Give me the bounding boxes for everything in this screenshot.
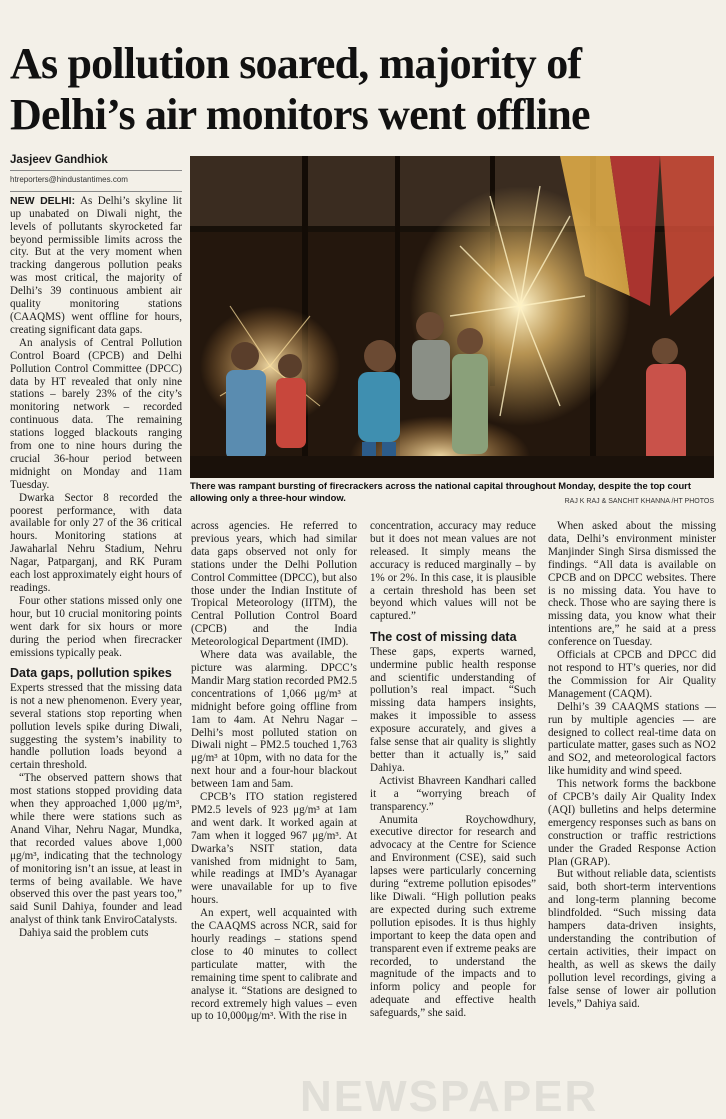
paragraph: Where data was available, the picture was alarming. DPCC’s Mandir Marg station recorded PM2.5 concentrations of 1,066 μg/m³ at midnight before going offline from 1am to 4am. At Nehru Nagar – Delhi’s most polluted station on Diwali night – PM2.5 touched 1,763 μg/m³ at 10pm, with no data for the next hour and a four-hour blackout between 1am and 5am. [191,649,357,791]
paragraph: Anumita Roychowdhury, executive director for research and advocacy at the Centre for Science and Environment (CSE), said such lapses were particularly concerning during “extreme pollution episodes” like Diwali. “High pollution peaks are expected during such extreme pollution episodes. It is thus highly important to keep the data open and transparent even if extreme peaks are recorded, to understand the magnitude of the impacts and to inform policy and people for adequate and effective health safeguards,” she said. [370,813,536,1020]
paragraph: Delhi’s 39 CAAQMS stations — run by multiple agencies — are designed to collect real-time data on particulate matter, gases such as NO2 and SO2, and meteorological factors like humidity and wind speed. [548,700,716,778]
paragraph: This network forms the backbone of CPCB’s daily Air Quality Index (AQI) bulletins and helps determine emergency responses such as bans on construction or traffic restrictions under the Graded Response Action Plan (GRAP). [548,778,716,868]
paragraph: Experts stressed that the missing data is not a new phenomenon. Every year, several stations stop reporting when pollution levels spike during Diwali, suggesting the system’s inability to handle pollution loads beyond a certain threshold. [10,681,182,772]
paragraph-lead [10,195,182,337]
column-4 [548,520,716,1010]
dateline: NEW DELHI: [10,194,76,207]
paragraph: Four other stations missed only one hour, but 10 crucial monitoring points went dark for six hours or more during the period when firecracker emissions typically peak. [10,594,182,659]
paragraph: concentration, accuracy may reduce but it does not mean values are not released. It simply means the accuracy is reduced marginally – by 1% or 2%. In this case, it is plausible a certain threshold has been set beyond which values will not be captured.” [370,520,536,623]
column-1 [10,154,182,940]
paragraph: CPCB’s ITO station registered PM2.5 levels of 923 μg/m³ at 1am and went dark. It worked again at 7am when it logged 967 μg/m³. At Dwarka’s NSIT station, data vanished from midnight to 5am, while readings at IMD’s Ayanagar were unavailable for up to five hours. [191,791,357,907]
paragraph: These gaps, experts warned, undermine public health response and scientific understanding of pollution’s real impact. “Such missing data hampers insights, makes it impossible to assess exposure accurately, and gives a false sense that air quality is slightly better than it actually is,” said Dahiya. [370,645,536,774]
paragraph: When asked about the missing data, Delhi’s environment minister Manjinder Singh Sirsa dismissed the findings. “All data is available on CPCB and on DPCC websites. There is no missing data. You have to check. Those who are saying there is missing data, you know what their intentions are,” he said at a press conference on Tuesday. [548,520,716,649]
paragraph: An analysis of Central Pollution Control Board (CPCB) and Delhi Pollution Control Committee (DPCC) data by HT revealed that only nine stations – barely 23% of the city’s monitoring network – recorded continuous data. The remaining stations logged blackouts ranging from one to nine hours during the crucial 36-hour period between midnight on Monday and 11am Tuesday. [10,336,182,491]
column-3 [370,520,536,1020]
photo-credit: RAJ K RAJ & SANCHIT KHANNA /HT PHOTOS [564,498,714,505]
watermark: NEWSPAPER [300,1072,599,1119]
byline: Jasjeev Gandhiok [10,154,182,171]
paragraph: But without reliable data, scientists said, both short-term interventions and long-term planning become blindfolded. “Such missing data hampers data-driven insights, understanding the contribution of certain activities, their impact on health, as well as skews the daily pollution level recordings, giving a false sense of lower air pollution levels,” Dahiya said. [548,868,716,1010]
paragraph: Officials at CPCB and DPCC did not respond to HT’s queries, nor did the Commission for Air Quality Management (CAQM). [548,649,716,700]
photo-caption: There was rampant bursting of firecrackers across the national capital throughout Monday, despite the top court allowing only a three-hour window. [190,480,691,503]
subhead-data-gaps: Data gaps, pollution spikes [10,666,172,681]
column-2 [191,520,357,1023]
paragraph: “The observed pattern shows that most stations stopped providing data when they approached 1,000 μg/m³, while there were stations such as Anand Vihar, Nehru Nagar, Mundka, that recorded values above 1,000 μg/m³, indicating that the technology of monitoring isn’t an issue, at least in terms of being available. We have observed this over the past years too,” said Sunil Dahiya, founder and lead analyst of think tank EnviroCatalysts. [10,772,182,927]
paragraph: across agencies. He referred to previous years, which had similar data gaps observed not only for stations under the Delhi Pollution Control Committee (DPCC), but also those under the Indian Institute of Tropical Meteorology (IITM), the Central Pollution Control Board (CPCB) and the India Meteorological Department (IMD). [191,520,357,649]
firecracker-photo-illustration [190,156,714,478]
lead-text: As Delhi’s skyline lit up unabated on Diwali night, the levels of pollutants skyrocketed far beyond permissible limits across the city. But at the very moment when tracking dangerous pollution peaks was most critical, the majority of Delhi’s 39 continuous ambient air quality monitoring stations (CAAQMS) went offline for hours, creating significant data gaps. [10,194,182,336]
news-photo [190,156,714,478]
paragraph: An expert, well acquainted with the CAAQMS across NCR, said for hourly readings – stations spend close to 40 minutes to collect particulate matter, with the remaining time spent to calibrate and analyse it. “Stations are designed to record extremely high values – even up to 10,000μg/m³. With the rise in [191,907,357,1023]
paragraph: Activist Bhavreen Kandhari called it a “worrying breach of transparency.” [370,774,536,813]
paragraph: Dwarka Sector 8 recorded the poorest performance, with data available for only 27 of the 36 critical hours. Monitoring stations at Jawaharlal Nehru Stadium, Nehru Nagar, Patparganj, and RK Puram each lost approximately eight hours of readings. [10,491,182,594]
headline: As pollution soared, majority of Delhi’s air monitors went offline [10,39,590,139]
author-email: htreporters@hindustantimes.com [10,171,182,192]
subhead-cost: The cost of missing data [370,630,517,645]
paragraph: Dahiya said the problem cuts [19,927,149,940]
